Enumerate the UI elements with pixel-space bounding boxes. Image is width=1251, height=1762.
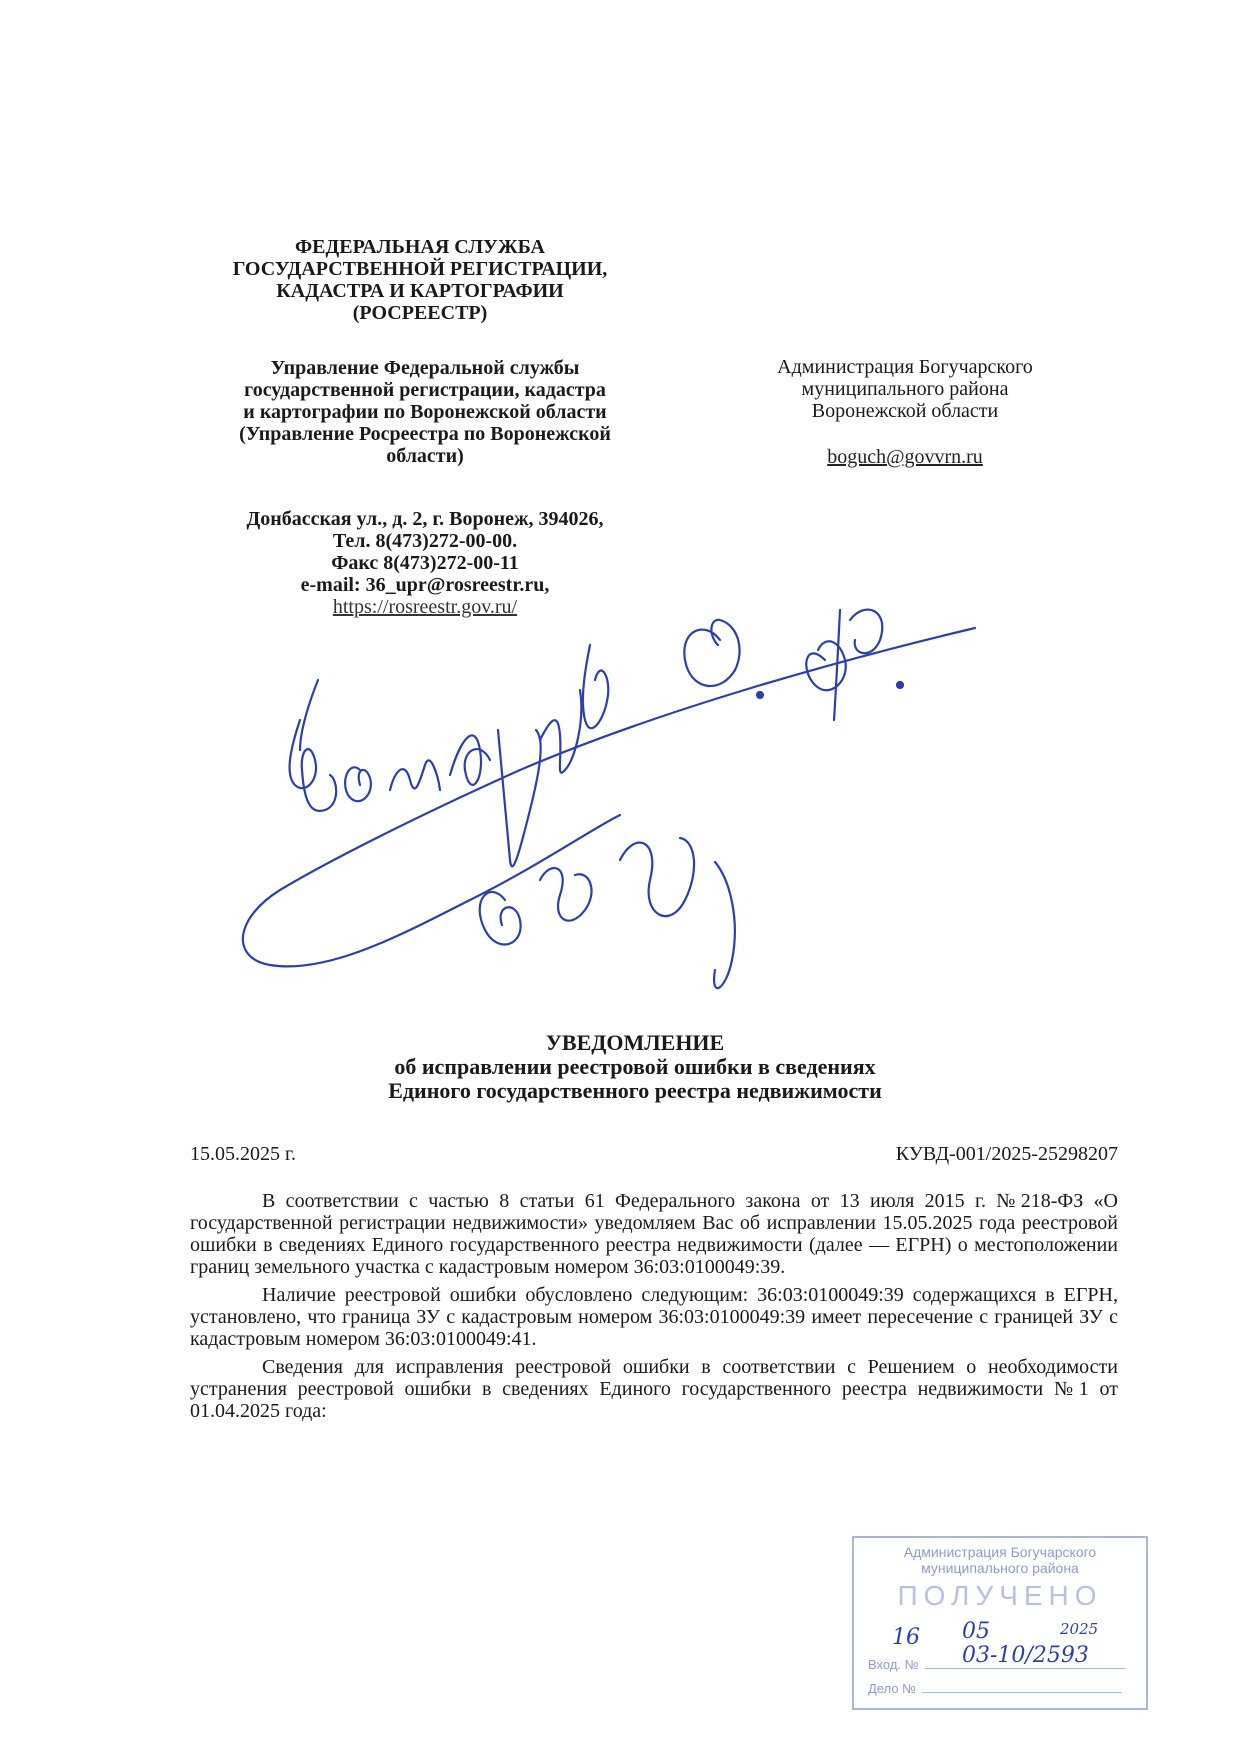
agency-line: ФЕДЕРАЛЬНАЯ СЛУЖБА	[295, 236, 545, 258]
stamp-month: 05	[962, 1619, 990, 1644]
document-title-block	[255, 1031, 1015, 1103]
stamp-org-line: муниципального района	[921, 1560, 1079, 1576]
department-line: (Управление Росреестра по Воронежской	[239, 423, 611, 445]
stamp-case-label: Дело №	[868, 1681, 917, 1696]
agency-line: ГОСУДАРСТВЕННОЙ РЕГИСТРАЦИИ,	[232, 258, 608, 280]
stamp-incoming-label: Вход. №	[868, 1657, 919, 1672]
department-line: Управление Федеральной службы	[270, 357, 580, 379]
sender-phone: Тел. 8(473)272-00-00.	[332, 530, 518, 552]
recipient-line: Воронежской области	[811, 400, 999, 422]
agency-line: КАДАСТРА И КАРТОГРАФИИ	[276, 280, 564, 302]
sender-contacts	[195, 508, 655, 618]
sender-department	[195, 357, 655, 467]
recipient-email-link[interactable]: boguch@govvrn.ru	[827, 446, 983, 468]
stamp-year: 2025	[1060, 1620, 1099, 1638]
document-body	[190, 1190, 1118, 1422]
body-paragraph: В соответствии с частью 8 статьи 61 Федерального закона от 13 июля 2015 г. №218-ФЗ «О государственной регистрации недвижимости» уведомляем Вас об исправлении 15.05.2025 года реестровой ошибки в сведениях Единого государственного реестра недвижимости (далее — ЕГРН) о местоположении границ земельного участка с кадастровым номером 36:03:0100049:39.	[190, 1190, 1118, 1278]
department-line: и картографии по Воронежской области	[243, 401, 607, 423]
stamp-handwriting	[854, 1538, 1146, 1708]
document-number: КУВД-001/2025-25298207	[895, 1143, 1118, 1165]
body-paragraph: Сведения для исправления реестровой ошибки в соответствии с Решением о необходимости устранения реестровой ошибки в сведениях Единого государственного реестра недвижимости №1 от 01.04.2025 года:	[190, 1356, 1118, 1422]
document-date: 15.05.2025 г.	[190, 1143, 296, 1165]
sender-fax: Факс 8(473)272-00-11	[331, 552, 519, 574]
department-line: государственной регистрации, кадастра	[244, 379, 606, 401]
document-title: УВЕДОМЛЕНИЕ	[545, 1030, 725, 1055]
recipient-block	[735, 356, 1075, 468]
stamp-org-line: Администрация Богучарского	[903, 1544, 1097, 1560]
body-paragraph: Наличие реестровой ошибки обусловлено следующим: 36:03:0100049:39 содержащихся в ЕГРН, установлено, что граница ЗУ с кадастровым номером 36:03:0100049:39 имеет пересечение с границей ЗУ с кадастровым номером 36:03:0100049:41.	[190, 1284, 1118, 1350]
sender-agency-header	[185, 236, 655, 324]
department-line: области)	[386, 445, 464, 467]
document-subtitle-line: об исправлении реестровой ошибки в сведениях	[394, 1054, 876, 1079]
registration-stamp	[852, 1536, 1148, 1710]
handwritten-signature	[240, 600, 1140, 1100]
stamp-number: 03-10/2593	[962, 1643, 1089, 1668]
sender-email: e-mail: 36_upr@rosreestr.ru,	[300, 574, 550, 596]
recipient-line: Администрация Богучарского	[777, 356, 1033, 378]
recipient-line: муниципального района	[801, 378, 1009, 400]
sender-website-link[interactable]: https://rosreestr.gov.ru/	[332, 596, 518, 618]
agency-line: (РОСРЕЕСТР)	[352, 302, 488, 324]
sender-address: Донбасская ул., д. 2, г. Воронеж, 394026,	[246, 508, 604, 530]
document-subtitle-line: Единого государственного реестра недвижимости	[388, 1078, 882, 1103]
stamp-received-label: ПОЛУЧЕНО	[897, 1580, 1103, 1611]
stamp-day: 16	[892, 1625, 920, 1650]
